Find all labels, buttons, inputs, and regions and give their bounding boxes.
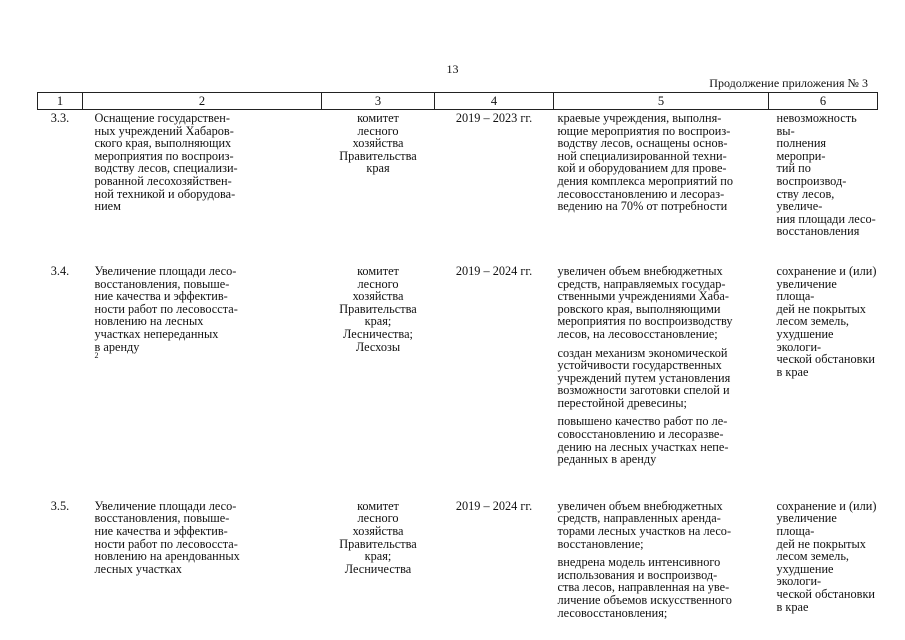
appendix-label: Продолжение приложения № 3 [709, 76, 868, 90]
row-number: 3.5. [50, 498, 70, 513]
measure-cell: Увеличение площади лесо- восстановления, повыше- ние качества и эффектив- ности работ по лесовосста- новлению на арендованных лесных участках [94, 498, 240, 576]
measure-cell: Оснащение государствен- ных учреждений Хабаров- ского края, выполняющих мероприятия по воспроиз- водству лесов, специализи- рованной лесохозяйствен- ной техникой и оборудова- нием [94, 111, 238, 214]
table-row [38, 238, 878, 472]
table-row [38, 472, 878, 625]
result-paragraph: повышено качество работ по ле- совосстановлению и лесоразве- дению на лесных участках непе- реданных в аренду [557, 414, 729, 467]
column-header-5: 5 [554, 93, 769, 110]
result-paragraph: внедрена модель интенсивного использования и воспроизвод- ства лесов, направленная на уве- личение объемов искусственного лесовосстановления; [557, 555, 732, 620]
consequence-cell: сохранение и (или) увеличение площа- дей не покрытых лесом земель, ухудшение экологи- ческой обстановки в крае [776, 498, 877, 614]
result-paragraph: увеличен объем внебюджетных средств, направляемых государ- ственными учреждениями Хаба- ровского края, выполняющими мероприятия по воспроизводству лесов, на лесовосстановление; [557, 263, 733, 341]
measure-cell: Увеличение площади лесо- восстановления, повыше- ние качества и эффектив- ности работ по лесовосста- новлению на лесных участках непереданных в аренду $^2$ [94, 263, 238, 360]
consequence-cell: невозможность вы- полнения меропри- тий по воспроизвод- ству лесов, увеличе- ния площади лесо- восстановления [776, 111, 876, 239]
column-header-4: 4 [435, 93, 554, 110]
consequence-cell: сохранение и (или) увеличение площа- дей не покрытых лесом земель, ухудшение экологи- ческой обстановки в крае [776, 263, 877, 379]
column-header-2: 2 [83, 93, 322, 110]
result-cell [554, 472, 769, 625]
page-number: 13 [446, 62, 459, 76]
result-paragraph: краевые учреждения, выполня- ющие мероприятия по воспроиз- водству лесов, оснащены основ- ной специализированной техни- кой и оборудованием для прове- дения комплекса мероприятий по лесовосстановлению и лесораз- ведению на 70% от потребности [557, 111, 733, 214]
header-row [38, 93, 878, 110]
executor-cell: комитет лесного хозяйства Правительства края; Лесничества [339, 498, 417, 576]
column-header-6: 6 [769, 93, 878, 110]
table-row [38, 110, 878, 238]
period-cell: 2019 – 2023 гг. [455, 111, 533, 125]
row-number: 3.4. [50, 263, 70, 278]
executor-cell: комитет лесного хозяйства Правительства края [339, 111, 417, 176]
result-paragraph: создан механизм экономической устойчивости государственных учреждений путем установления возможности заготовки спелой и перестойной древесины; [557, 345, 731, 410]
executor-cell: комитет лесного хозяйства Правительства края; Лесничества; Лесхозы [339, 263, 417, 354]
period-cell: 2019 – 2024 гг. [455, 498, 533, 513]
period-cell: 2019 – 2024 гг. [455, 263, 533, 278]
row-number: 3.3. [50, 111, 70, 125]
column-header-1: 1 [38, 93, 83, 110]
result-cell [554, 238, 769, 472]
measures-table [37, 92, 878, 625]
result-cell [554, 110, 769, 238]
result-paragraph: увеличен объем внебюджетных средств, направленных аренда- торами лесных участков на лесо- восстановление; [557, 498, 732, 551]
column-header-3: 3 [322, 93, 435, 110]
footnote-mark: 2 [94, 351, 99, 360]
